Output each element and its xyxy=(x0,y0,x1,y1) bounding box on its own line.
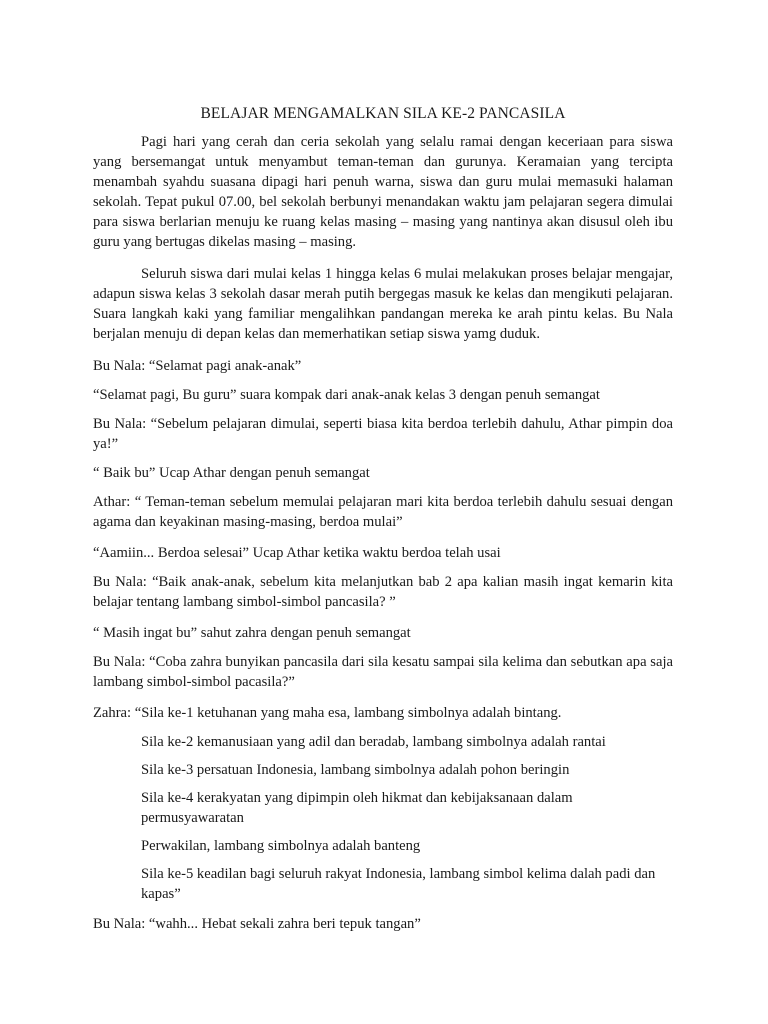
sila-line-4-continued: Perwakilan, lambang simbolnya adalah banteng xyxy=(141,838,421,854)
sila-line-4: Sila ke-4 kerakyatan yang dipimpin oleh hikmat dan kebijaksanaan dalam permusyawaratan xyxy=(141,790,573,826)
dialogue-line-3: Bu Nala: “Sebelum pelajaran dimulai, seperti biasa kita berdoa terlebih dahulu, Athar pimpin doa ya!” xyxy=(93,416,673,452)
document-title: BELAJAR MENGAMALKAN SILA KE-2 PANCASILA xyxy=(200,105,566,122)
dialogue-line-5: Athar: “ Teman-teman sebelum memulai pelajaran mari kita berdoa terlebih dahulu sesuai dengan agama dan keyakinan masing-masing, berdoa mulai” xyxy=(93,494,673,530)
paragraph-2: Seluruh siswa dari mulai kelas 1 hingga kelas 6 mulai melakukan proses belajar mengajar, adapun siswa kelas 3 sekolah dasar merah putih bergegas masuk ke kelas dan mengikuti pelajaran. Suara langkah kaki yang familiar mengalihkan pandangan mereka ke arah pintu kelas. Bu Nala berjalan menuju di depan kelas dan memerhatikan setiap siswa yamg duduk. xyxy=(93,266,673,342)
dialogue-line-6: “Aamiin... Berdoa selesai” Ucap Athar ketika waktu berdoa telah usai xyxy=(93,545,501,561)
dialogue-line-4: “ Baik bu” Ucap Athar dengan penuh semangat xyxy=(93,465,370,481)
dialogue-line-7: Bu Nala: “Baik anak-anak, sebelum kita melanjutkan bab 2 apa kalian masih ingat kemarin kita belajar tentang lambang simbol-simbol pancasila? ” xyxy=(93,574,673,610)
sila-line-3: Sila ke-3 persatuan Indonesia, lambang simbolnya adalah pohon beringin xyxy=(141,762,570,778)
document-page xyxy=(93,104,673,943)
dialogue-line-1: Bu Nala: “Selamat pagi anak-anak” xyxy=(93,358,302,374)
dialogue-line-10: Zahra: “Sila ke-1 ketuhanan yang maha esa, lambang simbolnya adalah bintang. xyxy=(93,705,562,721)
dialogue-line-9: Bu Nala: “Coba zahra bunyikan pancasila dari sila kesatu sampai sila kelima dan sebutkan apa saja lambang simbol-simbol pacasila?” xyxy=(93,654,673,690)
sila-line-2: Sila ke-2 kemanusiaan yang adil dan beradab, lambang simbolnya adalah rantai xyxy=(141,734,606,750)
dialogue-line-8: “ Masih ingat bu” sahut zahra dengan penuh semangat xyxy=(93,625,411,641)
closing-line: Bu Nala: “wahh... Hebat sekali zahra beri tepuk tangan” xyxy=(93,916,421,932)
dialogue-line-2: “Selamat pagi, Bu guru” suara kompak dari anak-anak kelas 3 dengan penuh semangat xyxy=(93,387,600,403)
sila-line-5: Sila ke-5 keadilan bagi seluruh rakyat Indonesia, lambang simbol kelima dalah padi dan kapas” xyxy=(141,866,656,902)
paragraph-1: Pagi hari yang cerah dan ceria sekolah yang selalu ramai dengan keceriaan para siswa yang bersemangat untuk menyambut teman-teman dan gurunya. Keramaian yang tercipta menambah syahdu suasana dipagi hari penuh warna, siswa dan guru mulai memasuki halaman sekolah. Tepat pukul 07.00, bel sekolah berbunyi menandakan waktu jam pelajaran segera dimulai para siswa berlarian menuju ke ruang kelas masing – masing yang nantinya akan disusul oleh ibu guru yang bertugas dikelas masing – masing. xyxy=(93,134,673,250)
